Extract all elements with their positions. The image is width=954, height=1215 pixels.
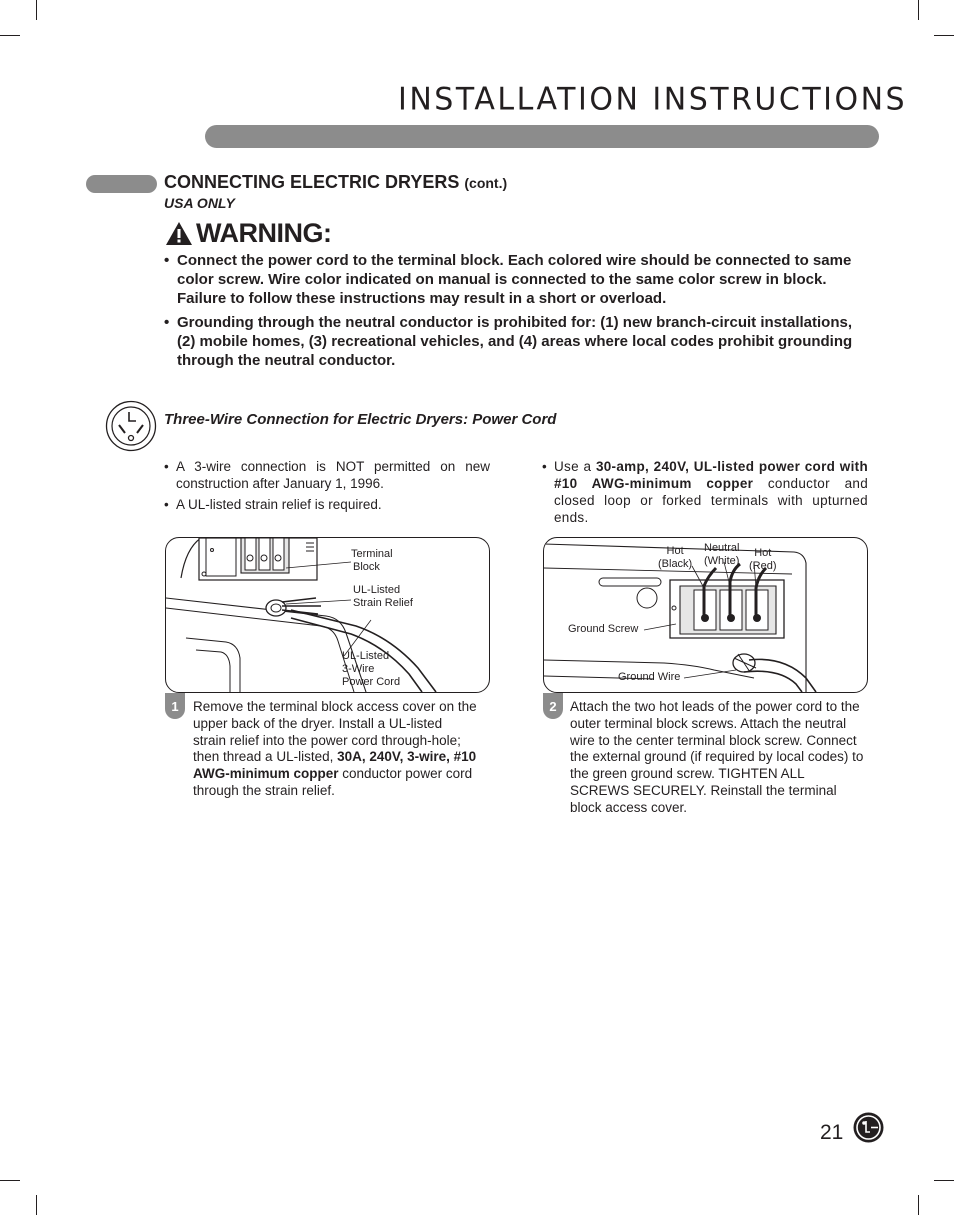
section-heading [164,172,507,193]
label-line: Hot [754,547,772,559]
crop-mark [918,0,919,20]
crop-mark [934,1180,954,1181]
left-bullet-list [164,458,490,517]
step-text: Remove the terminal block access cover on the upper back of the dryer. Install a UL-listed strain relief into the power cord through-hole; then thread a UL-listed, [193,699,477,765]
terminal-block-label [351,548,393,574]
lg-logo-icon [853,1112,884,1143]
warning-item: • Connect the power cord to the terminal block. Each colored wire should be connected to same color screw. Wire color indicated on manual is connected to the same color screw in block. Failure to follow these instructions may result in a short or overload. [164,251,854,308]
warning-title [164,216,331,250]
bullet-text: conductor and closed loop or forked terminals with upturned ends. [554,476,868,525]
label-line: Terminal [351,548,393,560]
step-text: conductor power cord through the strain relief. [193,766,473,798]
label-line: UL-Listed [342,650,390,662]
ground-screw-label: Ground Screw [568,623,639,635]
step-number-badge: 1 [165,693,185,719]
terminal-wiring-diagram [543,537,868,693]
list-item [542,458,868,526]
label-line: 3-Wire [342,663,375,675]
label-line: Hot [666,545,684,557]
step-bold-text: 30A, 240V, 3-wire, #10 AWG-minimum copper [193,749,477,782]
three-wire-outlet-icon [105,400,157,452]
neutral-white-label [704,542,739,568]
warning-icon [164,220,194,247]
subsection-title: Three-Wire Connection for Electric Dryers: Power Cord [164,411,557,428]
bullet-bold-text: 30-amp, 240V, UL-listed power cord with #10 AWG-minimum copper [554,459,868,491]
crop-mark [0,35,20,36]
section-pill [86,175,157,193]
dryer-back-illustration [166,538,489,692]
title-bar [205,125,879,148]
page-title: INSTALLATION INSTRUCTIONS [398,81,908,118]
page-number: 21 [820,1121,844,1144]
section-heading-text: CONNECTING ELECTRIC DRYERS [164,172,460,192]
power-cord-label [342,650,400,689]
section-heading-suffix: (cont.) [464,175,508,191]
warning-title-text: WARNING: [196,217,332,248]
crop-mark [0,1180,20,1181]
step-1-text [193,699,478,800]
step-2-text: Attach the two hot leads of the power cord to the outer terminal block screws. Attach the neutral wire to the center terminal block screw. Connect the external ground (if required by local codes) to the green ground screw. TIGHTEN ALL SCREWS SECURELY. Reinstall the terminal block access cover. [570,699,864,815]
label-line: Power Cord [342,676,401,688]
label-line: Strain Relief [353,597,413,609]
label-line: (Red) [749,560,777,572]
bullet-text: Use a [554,459,596,474]
warning-item: • Grounding through the neutral conductor is prohibited for: (1) new branch-circuit installations, (2) mobile homes, (3) recreational vehicles, and (4) areas where local codes prohibit grounding through the neutral conductor. [164,313,854,370]
label-line: UL-Listed [353,584,401,596]
crop-mark [36,0,37,20]
warning-list [164,251,854,375]
label-line: Neutral [704,542,740,554]
strain-relief-diagram [165,537,490,693]
ground-wire-label: Ground Wire [618,671,681,683]
hot-black-label [658,545,692,571]
region-label: USA ONLY [164,195,235,211]
crop-mark [36,1195,37,1215]
list-item: • A 3-wire connection is NOT permitted on new construction after January 1, 1996. [164,458,490,492]
label-line: Block [353,561,380,573]
hot-red-label [749,547,777,573]
step-number-badge: 2 [543,693,563,719]
crop-mark [934,35,954,36]
label-line: (Black) [658,558,693,570]
strain-relief-label [353,584,413,610]
label-line: (White) [704,555,740,567]
list-item: • A UL-listed strain relief is required. [164,496,490,513]
crop-mark [918,1195,919,1215]
right-bullet-list [542,458,868,530]
